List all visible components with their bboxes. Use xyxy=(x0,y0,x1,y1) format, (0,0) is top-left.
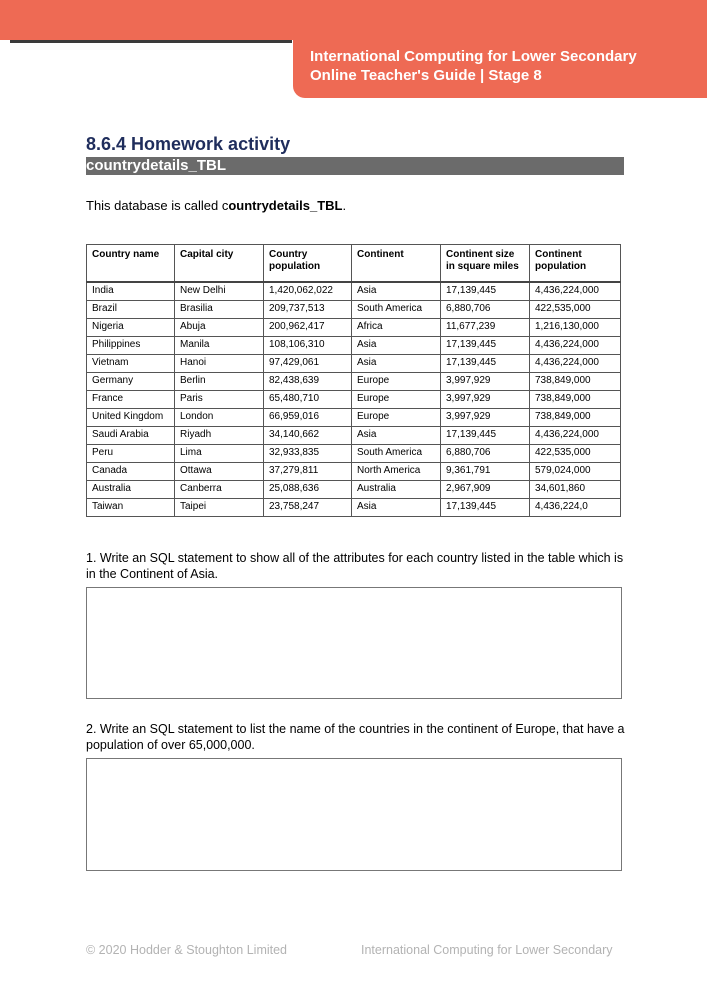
table-cell: 1,420,062,022 xyxy=(264,282,352,301)
table-row xyxy=(87,463,621,481)
table-cell: 1,216,130,000 xyxy=(530,319,621,337)
table-row xyxy=(87,301,621,319)
table-cell: 34,140,662 xyxy=(264,427,352,445)
column-header: Capital city xyxy=(175,245,264,283)
intro-text xyxy=(86,198,346,213)
table-cell: 738,849,000 xyxy=(530,373,621,391)
table-cell: Asia xyxy=(352,337,441,355)
table-cell: Manila xyxy=(175,337,264,355)
table-row xyxy=(87,319,621,337)
footer-copyright: © 2020 Hodder & Stoughton Limited xyxy=(86,943,288,957)
table-cell: Asia xyxy=(352,427,441,445)
column-header: Continent population xyxy=(530,245,621,283)
table-cell: Germany xyxy=(87,373,175,391)
column-header: Continent xyxy=(352,245,441,283)
table-cell: 4,436,224,000 xyxy=(530,282,621,301)
table-cell: 17,139,445 xyxy=(441,355,530,373)
table-cell: Taiwan xyxy=(87,499,175,517)
table-cell: 108,106,310 xyxy=(264,337,352,355)
table-cell: Ottawa xyxy=(175,463,264,481)
table-cell: France xyxy=(87,391,175,409)
table-cell: 3,997,929 xyxy=(441,409,530,427)
table-cell: 200,962,417 xyxy=(264,319,352,337)
table-cell: Peru xyxy=(87,445,175,463)
column-header: Continent size in square miles xyxy=(441,245,530,283)
table-cell: Asia xyxy=(352,282,441,301)
table-row xyxy=(87,373,621,391)
table-cell: 82,438,639 xyxy=(264,373,352,391)
table-cell: South America xyxy=(352,301,441,319)
table-cell: 6,880,706 xyxy=(441,445,530,463)
table-cell: 4,436,224,000 xyxy=(530,355,621,373)
table-cell: 4,436,224,0 xyxy=(530,499,621,517)
header-band xyxy=(0,0,707,40)
table-cell: London xyxy=(175,409,264,427)
table-cell: 65,480,710 xyxy=(264,391,352,409)
table-row xyxy=(87,355,621,373)
table-cell: 4,436,224,000 xyxy=(530,427,621,445)
answer-box-2[interactable] xyxy=(86,758,622,871)
table-cell: Canberra xyxy=(175,481,264,499)
header-line-2: Online Teacher's Guide | Stage 8 xyxy=(310,67,542,84)
table-cell: Berlin xyxy=(175,373,264,391)
table-cell: Hanoi xyxy=(175,355,264,373)
intro-prefix: This database is called c xyxy=(86,198,229,213)
table-cell: Europe xyxy=(352,409,441,427)
table-cell: Riyadh xyxy=(175,427,264,445)
table-row xyxy=(87,409,621,427)
column-header: Country population xyxy=(264,245,352,283)
table-row xyxy=(87,282,621,301)
table-cell: 23,758,247 xyxy=(264,499,352,517)
table-row xyxy=(87,481,621,499)
table-cell: 17,139,445 xyxy=(441,427,530,445)
table-cell: 25,088,636 xyxy=(264,481,352,499)
table-cell: Vietnam xyxy=(87,355,175,373)
table-cell: Asia xyxy=(352,355,441,373)
table-cell: 17,139,445 xyxy=(441,282,530,301)
section-title: 8.6.4 Homework activity xyxy=(86,134,291,154)
table-cell: 6,880,706 xyxy=(441,301,530,319)
table-cell: Europe xyxy=(352,373,441,391)
table-cell: 2,967,909 xyxy=(441,481,530,499)
table-cell: Australia xyxy=(87,481,175,499)
table-cell: Abuja xyxy=(175,319,264,337)
header-shadow xyxy=(10,40,292,43)
footer-title: International Computing for Lower Secondary xyxy=(361,943,613,957)
table-cell: New Delhi xyxy=(175,282,264,301)
question-2: 2. Write an SQL statement to list the name of the countries in the continent of Europe, that have a population of over 65,000,000. xyxy=(86,722,625,752)
table-cell: Saudi Arabia xyxy=(87,427,175,445)
table-cell: 3,997,929 xyxy=(441,373,530,391)
table-cell: 34,601,860 xyxy=(530,481,621,499)
table-cell: Lima xyxy=(175,445,264,463)
table-cell: 37,279,811 xyxy=(264,463,352,481)
table-cell: Australia xyxy=(352,481,441,499)
table-cell: 9,361,791 xyxy=(441,463,530,481)
table-cell: North America xyxy=(352,463,441,481)
table-cell: 579,024,000 xyxy=(530,463,621,481)
table-cell: Philippines xyxy=(87,337,175,355)
header-text xyxy=(310,47,637,85)
table-cell: Canada xyxy=(87,463,175,481)
table-cell: 4,436,224,000 xyxy=(530,337,621,355)
country-table xyxy=(86,244,621,517)
table-cell: Asia xyxy=(352,499,441,517)
table-row xyxy=(87,499,621,517)
table-cell: 17,139,445 xyxy=(441,337,530,355)
table-cell: Paris xyxy=(175,391,264,409)
table-cell: 32,933,835 xyxy=(264,445,352,463)
intro-bold: ountrydetails_TBL xyxy=(228,198,343,213)
table-cell: 738,849,000 xyxy=(530,391,621,409)
column-header: Country name xyxy=(87,245,175,283)
table-cell: South America xyxy=(352,445,441,463)
table-cell: United Kingdom xyxy=(87,409,175,427)
table-row xyxy=(87,445,621,463)
table-cell: Africa xyxy=(352,319,441,337)
table-name-bar: countrydetails_TBL xyxy=(86,157,624,175)
intro-suffix: . xyxy=(342,198,347,213)
table-row xyxy=(87,427,621,445)
table-row xyxy=(87,337,621,355)
question-1: 1. Write an SQL statement to show all of the attributes for each country listed in the table which is in the Continent of Asia. xyxy=(86,551,624,581)
table-cell: 209,737,513 xyxy=(264,301,352,319)
table-cell: 66,959,016 xyxy=(264,409,352,427)
table-cell: Brazil xyxy=(87,301,175,319)
answer-box-1[interactable] xyxy=(86,587,622,699)
table-cell: 17,139,445 xyxy=(441,499,530,517)
table-cell: 422,535,000 xyxy=(530,445,621,463)
table-cell: Taipei xyxy=(175,499,264,517)
table-header-row xyxy=(87,245,621,283)
table-cell: 738,849,000 xyxy=(530,409,621,427)
table-cell: 3,997,929 xyxy=(441,391,530,409)
table-row xyxy=(87,391,621,409)
table-cell: 11,677,239 xyxy=(441,319,530,337)
table-cell: India xyxy=(87,282,175,301)
table-cell: Brasilia xyxy=(175,301,264,319)
table-cell: 422,535,000 xyxy=(530,301,621,319)
table-cell: Nigeria xyxy=(87,319,175,337)
header-line-1: International Computing for Lower Secondary xyxy=(310,48,637,65)
table-cell: Europe xyxy=(352,391,441,409)
table-cell: 97,429,061 xyxy=(264,355,352,373)
